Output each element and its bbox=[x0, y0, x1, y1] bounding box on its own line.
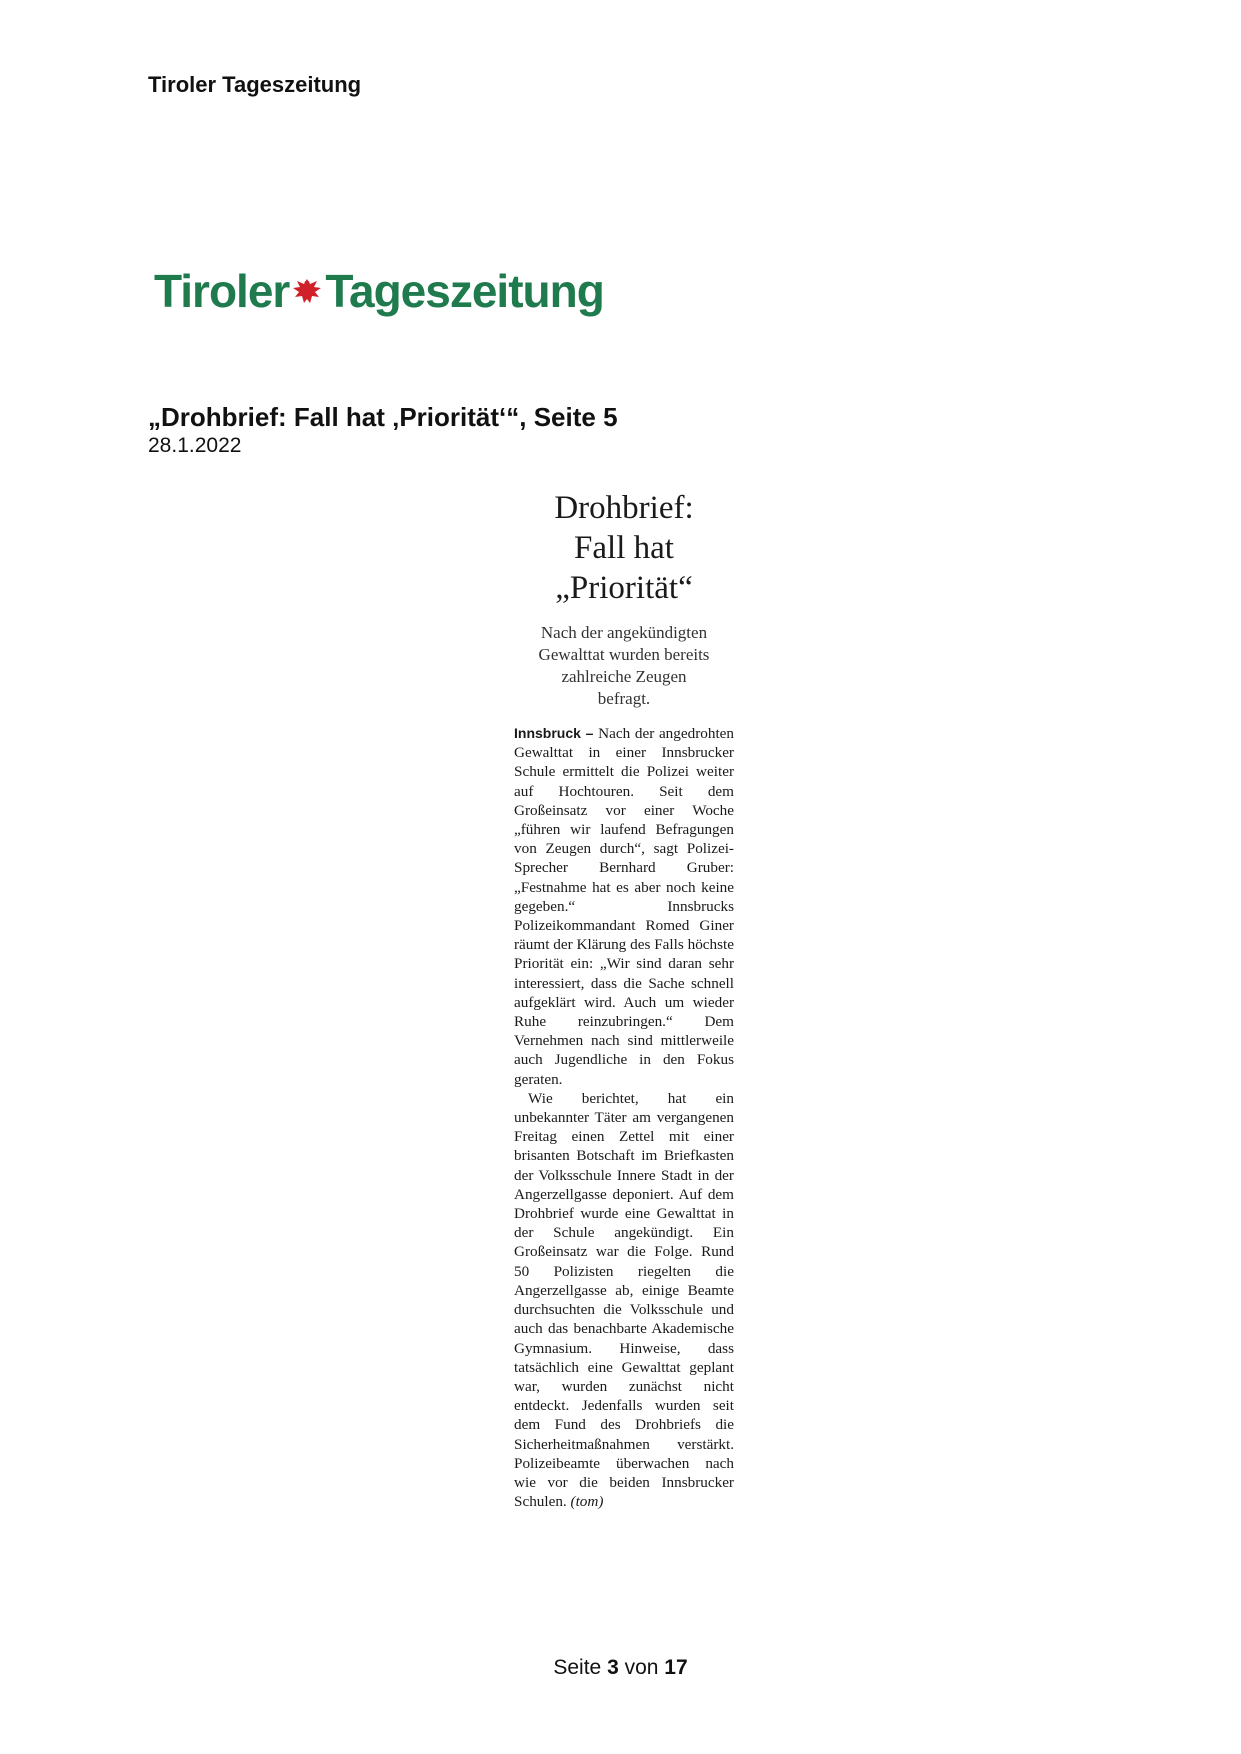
article-dateline: Innsbruck – bbox=[514, 725, 594, 741]
headline-line-3: „Priorität“ bbox=[555, 570, 693, 606]
footer-total-pages: 17 bbox=[664, 1656, 688, 1679]
document-source-label: Tiroler Tageszeitung bbox=[148, 72, 362, 97]
page-footer bbox=[0, 1656, 1241, 1680]
article-clipping bbox=[514, 488, 734, 1511]
article-subhead: Nach der angekündigten Gewalttat wurden bereits zahlreiche Zeugen befragt. bbox=[538, 623, 710, 708]
footer-middle: von bbox=[624, 1656, 659, 1679]
logo-left-word: Tiroler bbox=[154, 265, 290, 317]
newspaper-logo bbox=[154, 262, 604, 320]
article-paragraph-1: Nach der angedrohten Gewalttat in einer Innsbrucker Schule ermittelt die Polizei weiter auf Hochtouren. Seit dem Großeinsatz vor einer Woche „führen wir laufend Befragungen von Zeugen durch“, sagt Polizei-Sprecher Bernhard Gruber: „Festnahme hat es aber noch keine gegeben.“ Innsbrucks Polizeikommandant Romed Giner räumt der Klärung des Falls höchste Priorität ein: „Wir sind daran sehr interessiert, dass die Sache schnell aufgeklärt wird. Auch um wieder Ruhe reinzubringen.“ Dem Vernehmen nach sind mittlerweile auch Jugendliche in den Fokus geraten. bbox=[514, 725, 735, 1088]
article-headline bbox=[514, 488, 734, 608]
article-author: (tom) bbox=[570, 1493, 604, 1511]
tyrol-eagle-icon bbox=[291, 275, 323, 307]
footer-page-number: 3 bbox=[607, 1656, 619, 1679]
logo-right-word: Tageszeitung bbox=[325, 265, 604, 317]
article-body bbox=[514, 724, 734, 1511]
headline-line-2: Fall hat bbox=[574, 530, 674, 566]
article-paragraph-2: Wie berichtet, hat ein unbekannter Täter am vergangenen Freitag einen Zettel mit einer brisanten Botschaft im Briefkasten der Volksschule Innere Stadt in der Angerzellgasse deponiert. Auf dem Drohbrief wurde eine Gewalttat in der Schule angekündigt. Ein Großeinsatz war die Folge. Rund 50 Polizisten riegelten die Angerzellgasse ab, einige Beamte durchsuchten die Volksschule und auch das benachbarte Akademische Gymnasium. Hinweise, dass tatsächlich eine Gewalttat geplant war, wurden zunächst nicht entdeckt. Jedenfalls wurden seit dem Fund des Drohbriefs die Sicherheitmaßnahmen verstärkt. Polizeibeamte überwachen nach wie vor die beiden Innsbrucker Schulen. bbox=[514, 1089, 734, 1511]
headline-line-1: Drohbrief: bbox=[554, 490, 694, 526]
footer-prefix: Seite bbox=[553, 1656, 602, 1679]
clip-date: 28.1.2022 bbox=[148, 434, 242, 457]
clip-title: „Drohbrief: Fall hat ‚Priorität‘“, Seite 5 bbox=[148, 402, 618, 432]
